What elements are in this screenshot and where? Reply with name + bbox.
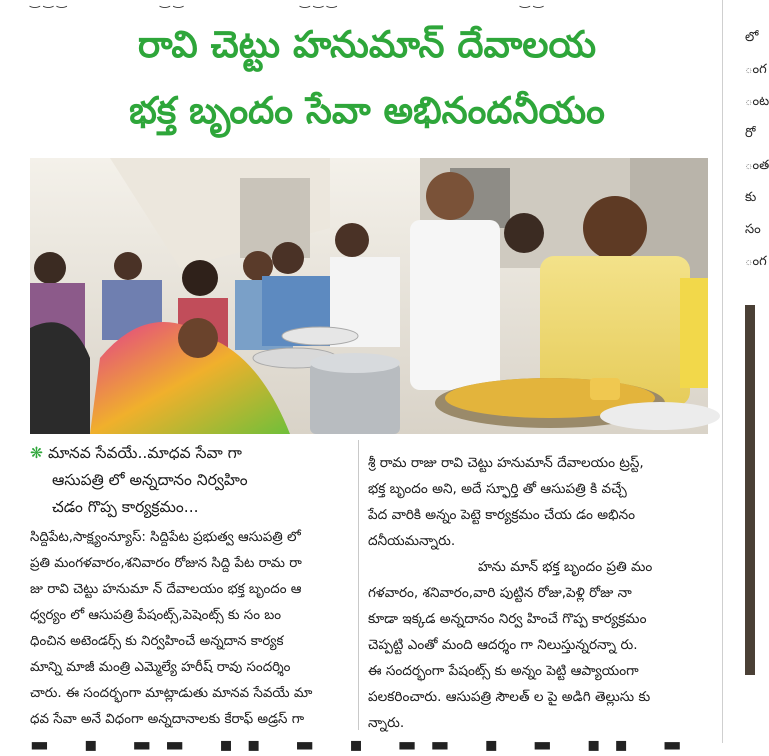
previous-article-edge: ‿ ‿ ‿ ‿ ‿ ‿ ‿ ‿ ‿ ‿ [30, 0, 544, 8]
neighbor-photo-edge [745, 305, 755, 675]
caption-line: చడం గొప్ప కార్యక్రమం... [52, 498, 199, 516]
neighbor-fragment: కు [745, 190, 757, 205]
column-divider [358, 440, 359, 730]
headline-line-2: భక్త బృందం సేవా అభినందనీయం [129, 89, 605, 132]
article-line: సిద్దిపేట,సాక్ష్యంన్యూస్: సిద్దిపేట ప్రభుత్వ ఆసుపత్రి లో [30, 530, 301, 545]
bullet-icon: ❋ [30, 444, 43, 462]
news-photo [30, 158, 708, 434]
article-body-left [30, 525, 356, 733]
neighbor-column [722, 0, 769, 743]
headline-line-1: రావి చెట్టు హనుమాన్ దేవాలయ [137, 23, 597, 66]
caption-line: ఆసుపత్రి లో అన్నదానం నిర్వహిం [52, 471, 248, 489]
article-line: గళవారం, శనివారం,వారి పుట్టిన రోజు,పెళ్లి రోజు నా [368, 585, 632, 601]
article-body-right [368, 450, 710, 736]
article-line: ఈ సందర్భంగా పేషంట్స్ కు అన్నం పెట్టి ఆప్యాయంగా [368, 663, 639, 679]
article-line: చెప్పట్టి ఎంతో మంది ఆదర్శం గా నిలుస్తున్నరన్నా రు. [368, 637, 638, 653]
article-line: జు రావి చెట్టు హనుమా న్ దేవాలయం భక్త బృందం ఆ [30, 582, 302, 597]
next-article-edge: ▬ ▪ ▬▬ ▪▪ ▬ ▪ ▬▬ ▪ ▬ ▪▪ ▬ [30, 732, 696, 756]
article-line: శ్రీ రామ రాజు రావి చెట్టు హనుమాన్ దేవాలయం ట్రస్ట్, [368, 455, 644, 471]
article-line: ధవ సేవా అనే విధంగా అన్నదానాలకు కేరాఫ్ అడ్రస్ గా [30, 712, 305, 727]
article-line: మాన్ని మాజీ మంత్రి ఎమ్మెల్యే హరీష్ రావు సందర్శిం [30, 660, 291, 675]
neighbor-fragment: ంత [745, 158, 769, 173]
article-line: ప్రతి మంగళవారం,శనివారం రోజున సిద్ది పేట రామ రా [30, 556, 302, 571]
article-line: దనీయమన్నారు. [368, 533, 456, 549]
article-line: న్నారు. [368, 715, 405, 731]
neighbor-fragment: ంట [745, 94, 769, 109]
caption-line [30, 440, 350, 467]
article-line: హను మాన్ భక్త బృందం ప్రతి మం [478, 559, 653, 575]
neighbor-fragment: ంగ [745, 62, 767, 77]
article-line: ధ్వర్యం లో ఆసుపత్రి పేషంట్స్,పెషెంట్స్ కు సం బం [30, 608, 282, 623]
neighbor-fragment: రో [745, 126, 756, 141]
neighbor-fragment: సం [745, 222, 761, 237]
caption-text: మానవ సేవయే..మాధవ సేవా గా [47, 444, 242, 462]
article-line: చారు. ఈ సందర్భంగా మాట్లాడుతు మానవ సేవయే మా [30, 686, 313, 701]
photo-caption [30, 440, 350, 521]
neighbor-fragment: లో [745, 30, 759, 45]
article-line: భక్త బృందం అని, అదే స్ఫూర్తి తో ఆసుపత్రి కి వచ్చే [368, 481, 627, 497]
article-line: పలకరించారు. ఆసుపత్రి సౌలత్ ల పై అడిగి తెల్లుసు కు [368, 689, 651, 705]
neighbor-fragment: ంగ [745, 254, 767, 269]
article-line: ధించిన అటెండర్స్ కు నిర్వహించే అన్నదాన కార్యక [30, 634, 284, 649]
article-line: పేద వారికి అన్నం పెట్టె కార్యక్రమం చేయ డం అభినం [368, 507, 636, 523]
article-line: కూడా ఇక్కడ అన్నదానం నిర్వ హించే గొప్ప కార్యక్రమం [368, 611, 647, 627]
